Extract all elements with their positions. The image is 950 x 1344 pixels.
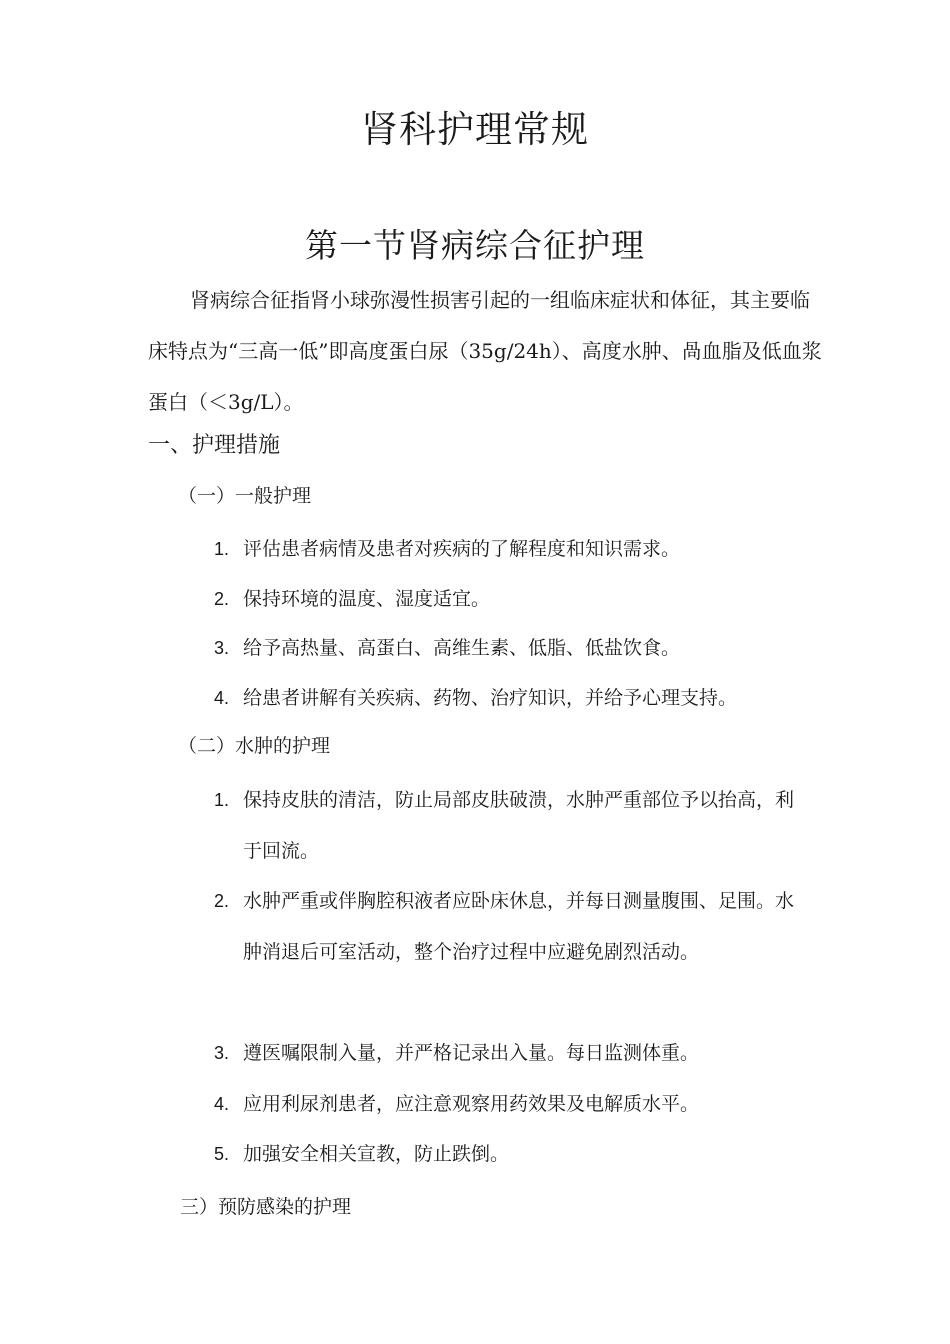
- list-number: 2.: [214, 891, 230, 911]
- list-number: 4.: [214, 1094, 230, 1114]
- section-title: 第一节肾病综合征护理: [305, 226, 645, 265]
- list-text: 水肿严重或伴胸腔积液者应卧床休息，并每日测量腹围、足围。水肿消退后可室活动，整个治疗过程中应避免剧烈活动。: [243, 890, 795, 963]
- intro-paragraph: 肾病综合征指肾小球弥漫性损害引起的一组临床症状和体征，其主要临床特点为“三高一低”即高度蛋白尿（35g/24h）、高度水肿、咼血脂及低血浆蛋白（＜3g/L）。: [148, 288, 822, 414]
- list-text: 保持环境的温度、湿度适宜。: [243, 588, 491, 610]
- list-text: 遵医嘱限制入量，并严格记录出入量。每日监测体重。: [243, 1042, 700, 1064]
- part-heading-nursing-measures: 一、护理措施: [148, 433, 281, 458]
- list-text: 应用利尿剂患者，应注意观察用药效果及电解质水平。: [243, 1093, 700, 1115]
- list-number: 1.: [214, 539, 230, 559]
- list-item: [214, 876, 804, 978]
- list-item: [214, 574, 814, 625]
- list-number: 4.: [214, 688, 230, 708]
- list-text: 给患者讲解有关疾病、药物、治疗知识，并给予心理支持。: [243, 687, 738, 709]
- subheading-edema-care: （二）水肿的护理: [178, 735, 331, 757]
- subheading-general-care: （一）一般护理: [178, 485, 312, 507]
- list-text: 加强安全相关宣教，防止跌倒。: [243, 1143, 510, 1165]
- list-text: 给予高热量、高蛋白、高维生素、低脂、低盐饮食。: [243, 637, 681, 659]
- list-number: 1.: [214, 790, 230, 810]
- list-item: [214, 1079, 814, 1130]
- list-item: [214, 524, 814, 575]
- list-text: 保持皮肤的清洁，防止局部皮肤破溃，水肿严重部位予以抬高，利于回流。: [243, 789, 795, 862]
- list-number: 5.: [214, 1144, 230, 1164]
- list-item: [214, 623, 814, 674]
- list-item: [214, 775, 804, 877]
- page-title: 肾科护理常规: [361, 108, 589, 151]
- list-text: 评估患者病情及患者对疾病的了解程度和知识需求。: [243, 538, 681, 560]
- subheading-infection-prevention: 三）预防感染的护理: [180, 1196, 352, 1218]
- list-item: [214, 1129, 814, 1180]
- list-number: 3.: [214, 1043, 230, 1063]
- list-number: 3.: [214, 638, 230, 658]
- list-item: [214, 1028, 814, 1079]
- list-number: 2.: [214, 589, 230, 609]
- list-item: [214, 673, 834, 724]
